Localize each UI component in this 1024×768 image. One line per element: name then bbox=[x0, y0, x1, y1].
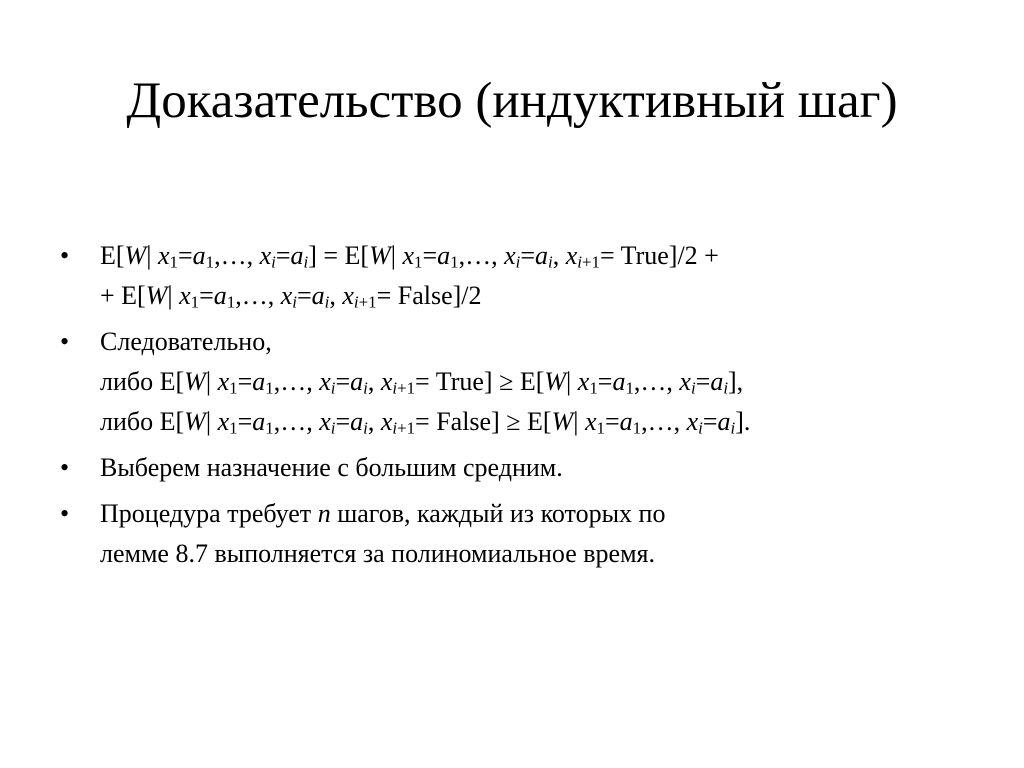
bullet-item bbox=[60, 448, 990, 488]
bullet-dot-icon: • bbox=[60, 241, 70, 270]
bullet-list bbox=[60, 236, 990, 580]
text-line: Выберем назначение с большим средним. bbox=[100, 453, 563, 482]
formula-line: E[W| $x_1=a_1,\dots$, $x_i=a_i] = E[W|$ $x_1=a_1,\dots$, $x_i=a_i$, $x_{i+1}=$ True]/2 + bbox=[100, 241, 719, 272]
bullet-dot-icon: • bbox=[60, 453, 70, 482]
text-line: Процедура требует n шагов, каждый из которых по bbox=[100, 499, 666, 528]
bullet-dot-icon: • bbox=[60, 327, 70, 356]
bullet-dot-icon: • bbox=[60, 499, 70, 528]
formula-line: либо E[W| $x_1=a_1,\dots$, $x_i=a_i$, $x_{i+1}=$ True] ≥ E[W| $x_1=a_1,\dots$, $x_i=a_i$], bbox=[100, 367, 744, 398]
formula-line: + E[W| $x_1=a_1,\dots$, $x_i=a_i$, $x_{i+1}=$ False]/2 bbox=[100, 281, 482, 312]
formula-line: либо E[W| $x_1=a_1,\dots$, $x_i=a_i$, $x_{i+1}=$ False] ≥ E[W| $x_1=a_1,\dots$, $x_i=a_i$]. bbox=[100, 407, 751, 438]
text-line: Следовательно, bbox=[100, 327, 272, 356]
bullet-item bbox=[60, 322, 990, 442]
bullet-item bbox=[60, 236, 990, 316]
bullet-item bbox=[60, 494, 990, 574]
text-line: лемме 8.7 выполняется за полиномиальное время. bbox=[100, 539, 656, 568]
slide-title: Доказательство (индуктивный шаг) bbox=[126, 73, 898, 129]
